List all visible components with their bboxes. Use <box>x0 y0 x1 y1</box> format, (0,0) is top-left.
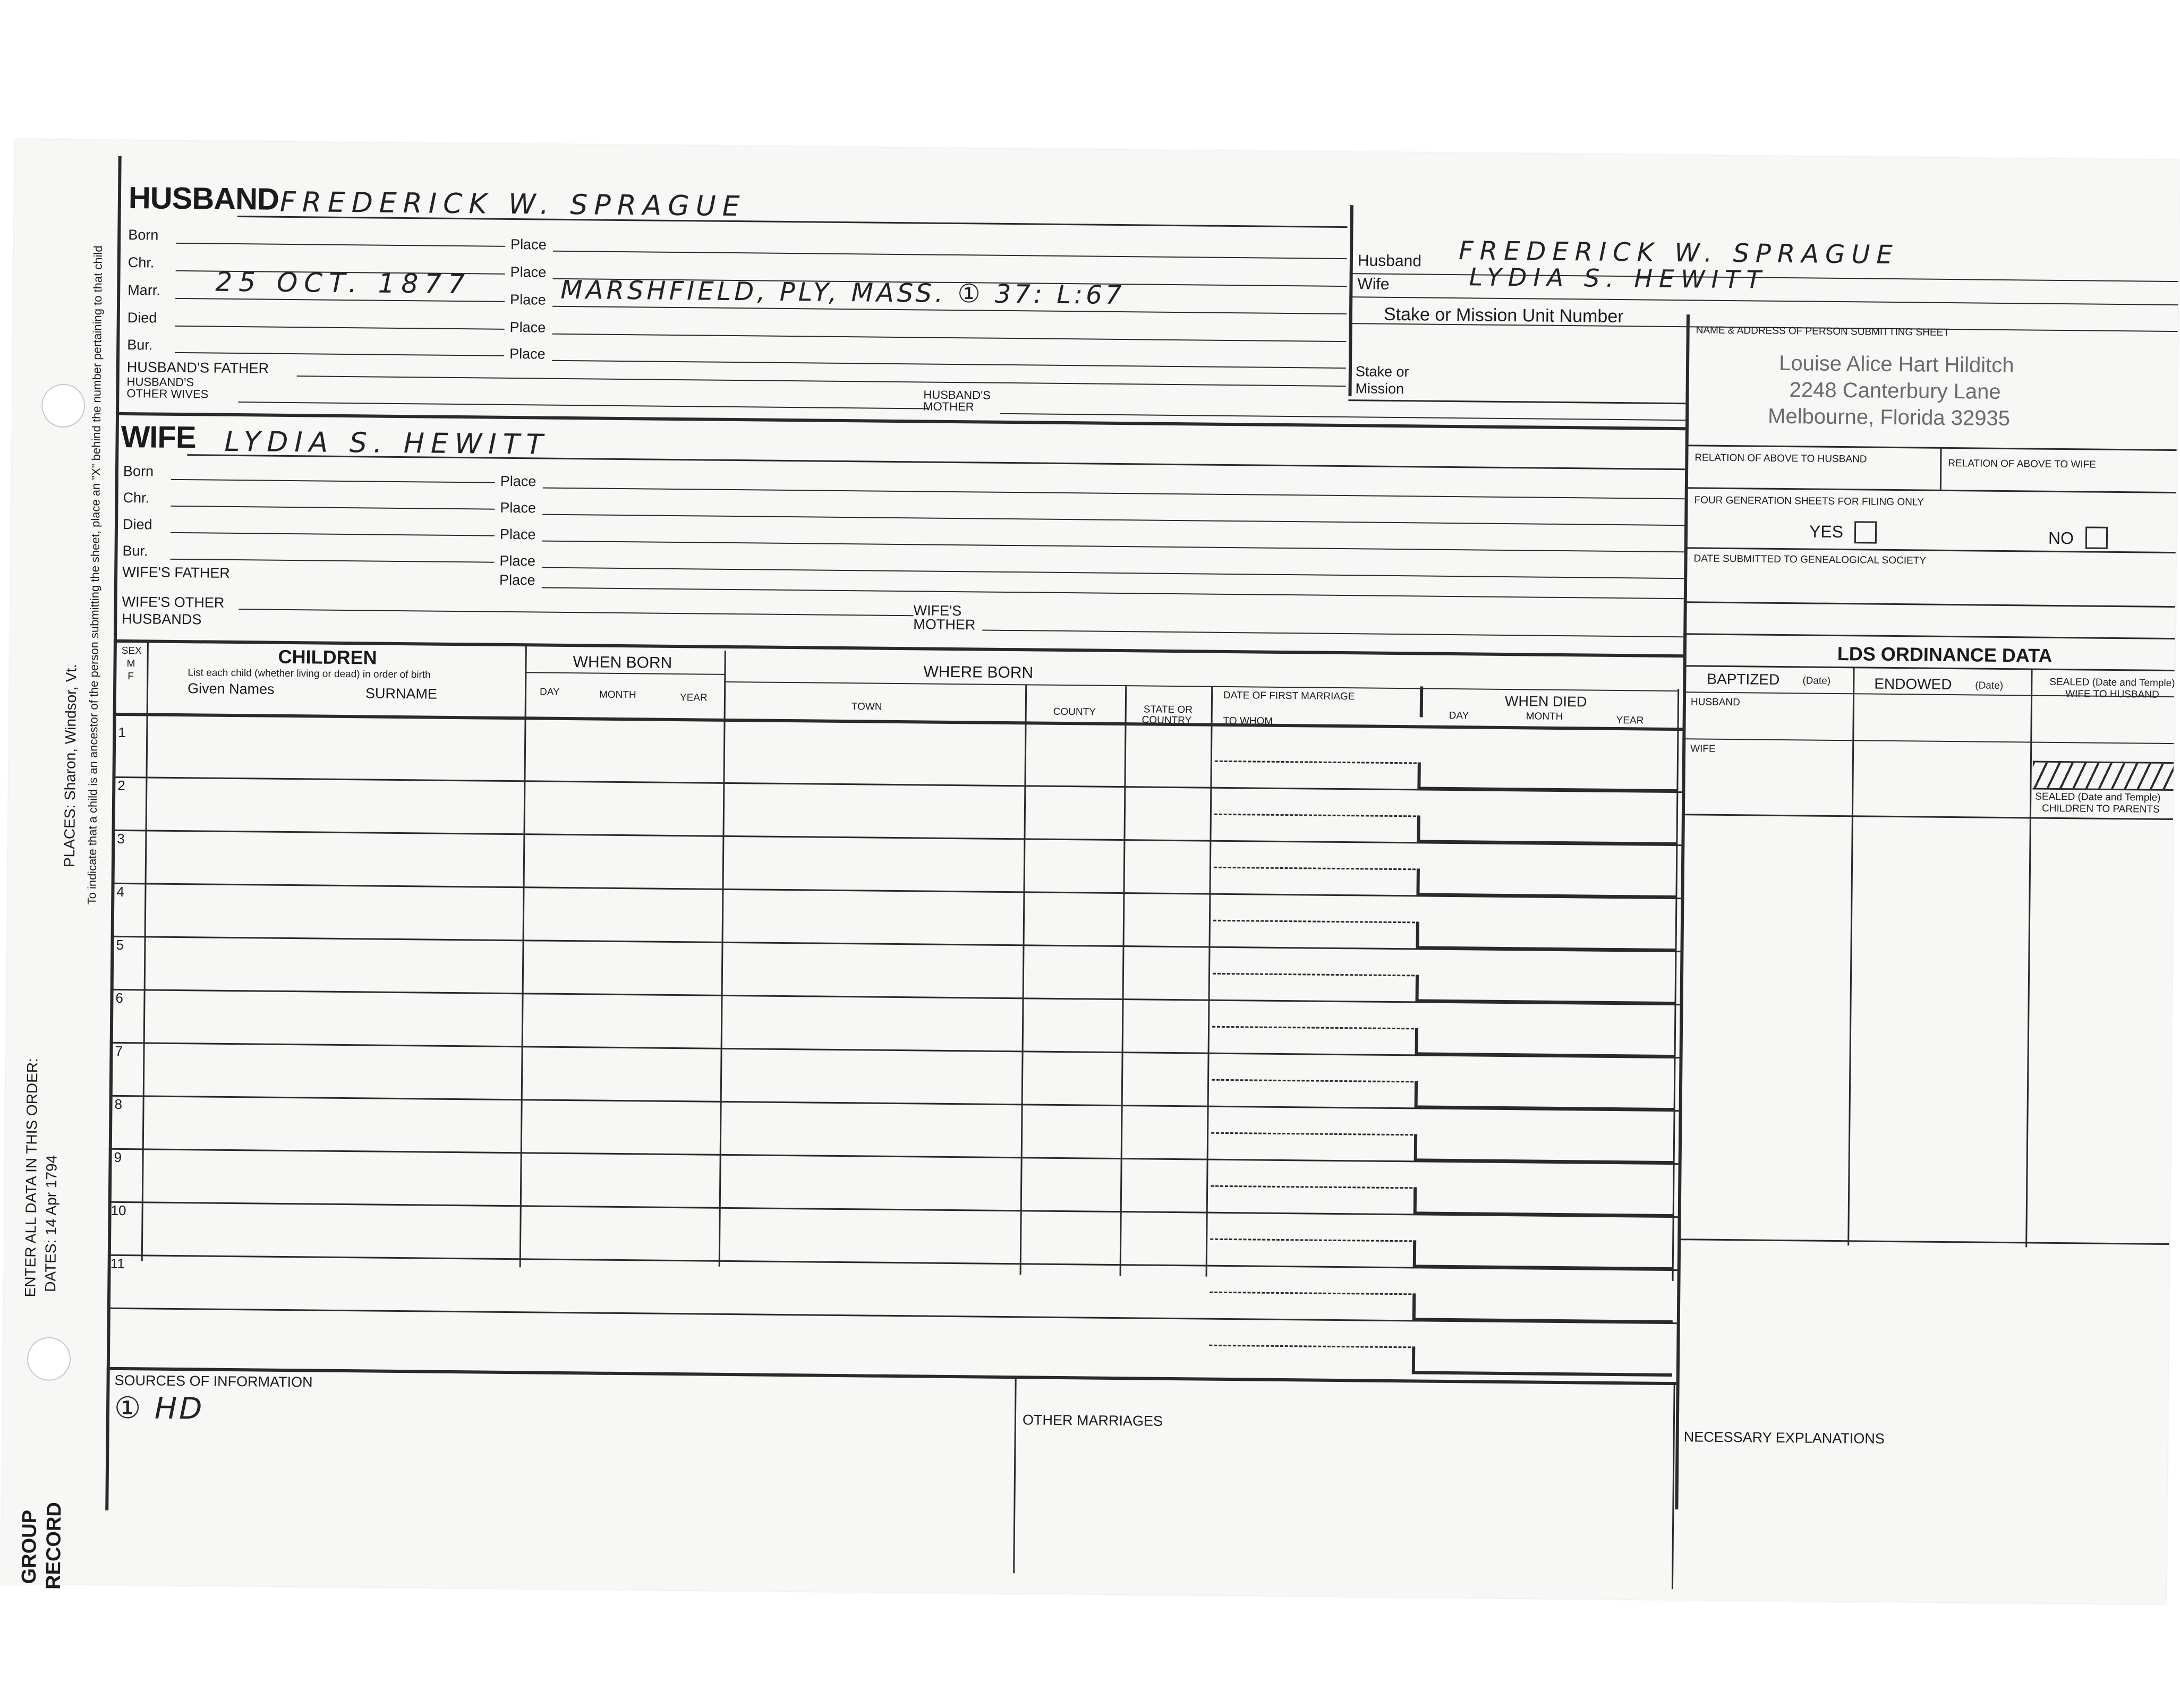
born-day-label: DAY <box>539 686 560 698</box>
field-line <box>170 559 494 563</box>
ancestor-instruction: To indicate that a child is an ancestor of the person submitting the sheet, place an "X" behind the number pertaining to that child <box>85 245 105 905</box>
field-line <box>171 532 495 536</box>
field-line <box>1348 399 1685 404</box>
husband-marr-place-label: Place <box>510 291 546 308</box>
town-label: TOWN <box>851 701 882 713</box>
field-line <box>297 375 1346 387</box>
husband-bur-place-label: Place <box>509 345 546 362</box>
marriage-place[interactable]: MARSHFIELD, PLY, MASS. ① 37: L:67 <box>560 275 1125 311</box>
field-line <box>1683 633 2175 639</box>
when-died-label: WHEN DIED <box>1504 693 1587 710</box>
field-divider <box>2025 668 2032 1247</box>
marriage-dash-line <box>1212 1026 1414 1030</box>
endowed-label: ENDOWED <box>1874 675 1952 693</box>
marriage-dash-line <box>1212 1079 1413 1083</box>
hatched-cell <box>2032 761 2174 791</box>
wife-mother-label-2: MOTHER <box>913 616 976 633</box>
field-divider <box>1412 1346 1415 1372</box>
field-divider <box>1847 667 1854 1245</box>
table-row[interactable] <box>110 989 1680 1005</box>
table-row[interactable] <box>112 776 1682 793</box>
field-line <box>1682 738 2174 744</box>
child-row-number: 5 <box>116 936 124 953</box>
table-bottom-line <box>107 1367 1676 1385</box>
stake-husband-label: Husband <box>1357 252 1422 270</box>
husband-marr-label: Marr. <box>127 282 160 298</box>
enter-data-instruction: ENTER ALL DATA IN THIS ORDER: <box>22 1058 41 1297</box>
field-line <box>552 334 1347 342</box>
four-gen-label: FOUR GENERATION SHEETS FOR FILING ONLY <box>1694 494 1924 508</box>
field-divider <box>1417 762 1420 788</box>
field-line <box>238 402 929 409</box>
field-divider <box>1672 1382 1675 1589</box>
table-row[interactable] <box>109 1095 1679 1112</box>
given-names-label: Given Names <box>187 680 275 697</box>
wife-other-husbands-label-2: HUSBANDS <box>122 610 202 628</box>
submitter-city[interactable]: Melbourne, Florida 32935 <box>1767 404 2011 431</box>
marriage-dash-line <box>1213 920 1415 924</box>
marriage-dash-line <box>1211 1185 1412 1189</box>
wife-born-place-label: Place <box>500 473 537 490</box>
sources-entry[interactable]: ① HD <box>114 1390 205 1427</box>
record-label: RECORD <box>42 1501 66 1590</box>
field-divider <box>719 651 726 1267</box>
no-checkbox[interactable] <box>2085 526 2108 549</box>
table-row[interactable] <box>112 883 1681 899</box>
husband-father-label: HUSBAND'S FATHER <box>126 359 269 377</box>
field-line <box>1349 296 2178 305</box>
field-divider <box>1120 686 1127 1276</box>
right-panel-divider <box>1675 314 1690 1509</box>
field-line <box>1677 1239 2169 1245</box>
group-label: GROUP <box>18 1509 41 1584</box>
child-row-number: 9 <box>114 1149 122 1166</box>
marriage-dash-line <box>1209 1345 1411 1348</box>
endowed-date-label: (Date) <box>1975 680 2004 691</box>
field-line <box>1685 445 2177 451</box>
baptized-date-label: (Date) <box>1802 675 1831 687</box>
table-row[interactable] <box>110 1042 1680 1058</box>
field-divider <box>1414 1134 1417 1159</box>
yes-checkbox[interactable] <box>1854 521 1877 543</box>
sealed-wife-label-2: WIFE TO HUSBAND <box>2065 688 2159 701</box>
table-row[interactable] <box>108 1201 1678 1218</box>
marriage-dash-line <box>1214 814 1416 817</box>
punch-hole <box>27 1337 71 1381</box>
field-line <box>542 567 1684 579</box>
marriage-dash-line <box>1210 1292 1411 1295</box>
wife-born-label: Born <box>123 463 154 480</box>
child-row-number: 6 <box>115 989 124 1006</box>
first-marriage-label: DATE OF FIRST MARRIAGE <box>1223 689 1355 703</box>
marriage-dash-line <box>1211 1132 1413 1136</box>
dates-instruction: DATES: 14 Apr 1794 <box>42 1155 60 1292</box>
stake-label-1: Stake or <box>1355 363 1409 380</box>
wife-chr-place-label: Place <box>500 499 537 516</box>
wife-father-place-label: Place <box>499 571 535 588</box>
places-instruction: PLACES: Sharon, Windsor, Vt. <box>61 664 80 868</box>
field-divider <box>1206 687 1213 1277</box>
died-month-label: MONTH <box>1526 711 1563 723</box>
lds-husband-label: HUSBAND <box>1690 696 1740 708</box>
stake-label-2: Mission <box>1355 380 1404 397</box>
table-row[interactable] <box>112 830 1682 846</box>
husband-chr-label: Chr. <box>127 254 155 271</box>
husband-mother-label-1: HUSBAND'S <box>923 388 991 402</box>
relation-husband-label: RELATION OF ABOVE TO HUSBAND <box>1694 452 1867 465</box>
field-divider <box>1416 868 1419 894</box>
sex-label: SEX <box>121 645 142 657</box>
husband-heading: HUSBAND <box>128 181 279 217</box>
field-divider <box>1413 1240 1416 1266</box>
marriage-dash-line <box>1215 761 1417 764</box>
husband-born-label: Born <box>128 227 159 243</box>
field-line <box>553 251 1347 259</box>
field-line <box>525 672 724 675</box>
husband-chr-place-label: Place <box>510 263 547 280</box>
wife-mother-label-1: WIFE'S <box>913 602 962 619</box>
yes-label: YES <box>1809 522 1844 542</box>
necessary-explanations-label: NECESSARY EXPLANATIONS <box>1683 1429 1885 1447</box>
wife-father-label: WIFE'S FATHER <box>122 563 230 581</box>
child-row-number: 8 <box>114 1096 123 1113</box>
wife-bur-label: Bur. <box>122 542 148 559</box>
children-instruction: List each child (whether living or dead) in order of birth <box>188 667 431 681</box>
field-divider <box>141 639 149 1261</box>
field-divider <box>1413 1187 1417 1212</box>
husband-mother-label-2: MOTHER <box>923 399 974 414</box>
field-line <box>171 506 495 510</box>
marriage-dash-line <box>1214 867 1416 870</box>
child-row-number: 4 <box>116 883 125 900</box>
child-row-number: 2 <box>117 777 125 794</box>
husband-other-wives-label-1: HUSBAND'S <box>126 375 194 389</box>
field-line <box>724 681 1677 691</box>
husband-died-place-label: Place <box>509 319 546 336</box>
field-divider <box>1415 1028 1418 1053</box>
children-title: CHILDREN <box>278 645 377 669</box>
field-divider <box>1020 685 1027 1275</box>
punch-hole <box>41 384 86 428</box>
marriage-dash-line <box>1213 973 1415 977</box>
field-divider <box>1416 975 1419 1000</box>
field-line <box>175 352 504 356</box>
husband-name[interactable]: FREDERICK W. SPRAGUE <box>279 186 746 223</box>
child-row-number: 1 <box>118 724 126 741</box>
stake-husband-name[interactable]: FREDERICK W. SPRAGUE <box>1458 236 1899 270</box>
born-year-label: YEAR <box>679 692 708 704</box>
field-divider <box>1417 815 1420 841</box>
born-month-label: MONTH <box>599 689 636 701</box>
submitter-name[interactable]: Louise Alice Hart Hilditch <box>1778 351 2014 378</box>
field-line <box>1683 665 2175 671</box>
field-line <box>175 326 505 330</box>
other-marriages-label: OTHER MARRIAGES <box>1022 1412 1163 1429</box>
stake-wife-label: Wife <box>1357 275 1390 293</box>
relation-wife-label: RELATION OF ABOVE TO WIFE <box>1948 457 2097 471</box>
surname-label: SURNAME <box>365 685 438 702</box>
field-divider <box>1940 447 1942 490</box>
lds-title: LDS ORDINANCE DATA <box>1837 642 2053 667</box>
state-label-1: STATE OR <box>1143 704 1193 716</box>
table-row[interactable] <box>111 936 1681 952</box>
submitter-label: NAME & ADDRESS OF PERSON SUBMITTING SHEET <box>1696 324 1949 338</box>
field-line <box>1412 1371 1672 1377</box>
form-sheet <box>1 139 2180 1604</box>
when-born-label: WHEN BORN <box>573 653 672 672</box>
table-row[interactable] <box>109 1148 1679 1165</box>
submitter-street[interactable]: 2248 Canterbury Lane <box>1789 378 2001 404</box>
state-label-2: COUNTRY <box>1142 714 1192 727</box>
wife-died-place-label: Place <box>499 526 536 543</box>
field-line <box>1685 487 2176 493</box>
husband-died-label: Died <box>127 310 157 326</box>
field-line <box>542 541 1684 553</box>
wife-heading: WIFE <box>121 419 196 455</box>
child-row-number: 7 <box>115 1043 123 1060</box>
lds-wife-label: WIFE <box>1690 743 1716 755</box>
field-line <box>542 587 1684 600</box>
wife-bur-place-label: Place <box>499 552 536 569</box>
field-divider <box>1013 1377 1017 1573</box>
child-row-number: 11 <box>110 1255 125 1272</box>
field-line <box>543 488 1685 500</box>
sealed-children-label-1: SEALED (Date and Temple) <box>2035 791 2161 804</box>
field-divider <box>1415 1081 1418 1106</box>
date-submitted-label: DATE SUBMITTED TO GENEALOGICAL SOCIETY <box>1693 553 1927 567</box>
wife-name[interactable]: LYDIA S. HEWITT <box>224 425 550 461</box>
field-line <box>1000 413 1685 421</box>
baptized-label: BAPTIZED <box>1707 670 1780 688</box>
husband-born-place-label: Place <box>510 236 547 253</box>
sealed-children-label-2: CHILDREN TO PARENTS <box>2041 802 2160 815</box>
field-divider <box>1416 921 1419 947</box>
field-line <box>982 630 1683 638</box>
child-row-number: 10 <box>110 1202 126 1219</box>
sources-label: SOURCES OF INFORMATION <box>114 1372 313 1390</box>
marriage-date[interactable]: 25 OCT. 1877 <box>215 266 472 300</box>
sex-f-label: F <box>127 671 134 682</box>
field-line <box>176 243 505 247</box>
field-divider <box>1420 686 1424 717</box>
to-whom-label: TO WHOM <box>1223 715 1273 727</box>
sealed-wife-label-1: SEALED (Date and Temple) <box>2049 676 2175 689</box>
husband-bur-label: Bur. <box>127 337 153 353</box>
marriage-dash-line <box>1210 1239 1412 1242</box>
field-divider <box>1412 1293 1416 1319</box>
field-line <box>552 360 1346 369</box>
field-line <box>239 609 914 616</box>
field-line <box>1682 814 2173 820</box>
field-line <box>171 479 495 483</box>
wife-other-husbands-label-1: WIFE'S OTHER <box>122 593 225 611</box>
sex-m-label: M <box>126 658 135 670</box>
table-row[interactable] <box>107 1308 1677 1324</box>
husband-other-wives-label-2: OTHER WIVES <box>126 387 209 401</box>
wife-died-label: Died <box>122 516 152 533</box>
died-day-label: DAY <box>1449 710 1469 722</box>
where-born-label: WHERE BORN <box>923 663 1034 682</box>
child-row-number: 3 <box>117 830 125 847</box>
stake-wife-name[interactable]: LYDIA S. HEWITT <box>1469 262 1768 294</box>
wife-chr-label: Chr. <box>123 489 150 506</box>
table-row[interactable] <box>108 1254 1677 1271</box>
stake-divider <box>1348 205 1353 396</box>
no-label: NO <box>2048 528 2074 548</box>
field-line <box>1684 601 2175 608</box>
county-label: COUNTY <box>1053 706 1096 718</box>
field-line <box>542 514 1684 526</box>
stake-unit-number-label: Stake or Mission Unit Number <box>1383 304 1624 327</box>
field-divider <box>520 646 527 1267</box>
died-year-label: YEAR <box>1616 714 1644 727</box>
